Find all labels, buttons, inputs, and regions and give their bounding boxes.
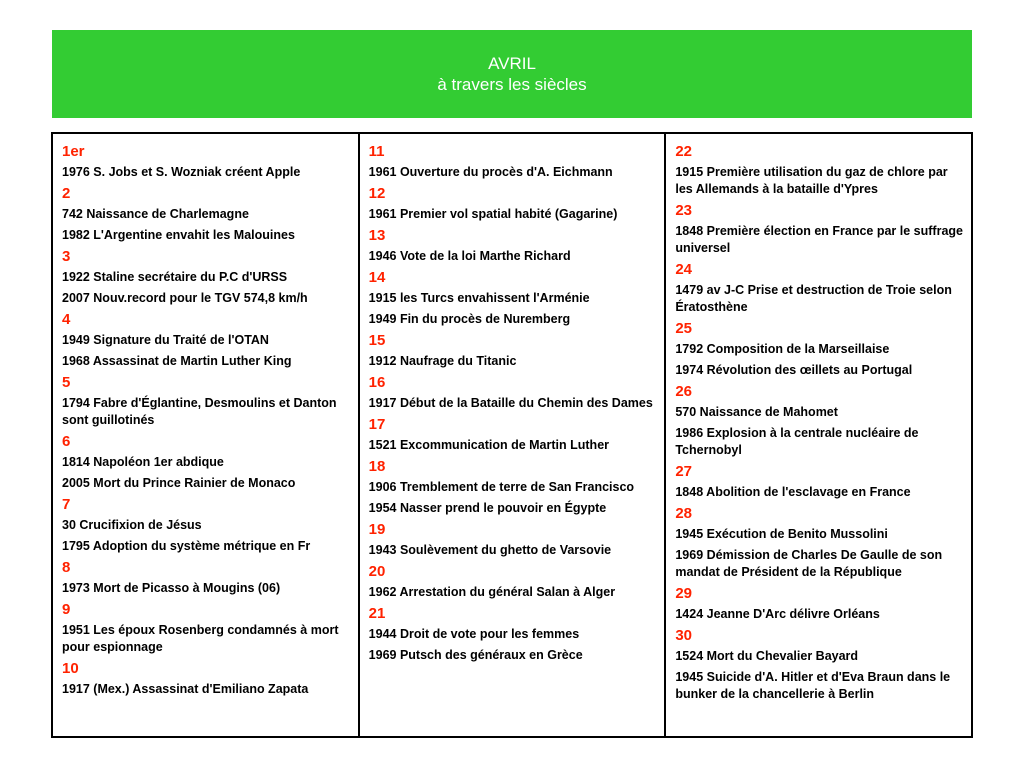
event-item: 1945 Suicide d'A. Hitler et d'Eva Braun dans le bunker de la chancellerie à Berlin (675, 670, 951, 701)
event-item: 1792 Composition de la Marseillaise (675, 342, 890, 356)
event-item: 1961 Premier vol spatial habité (Gagarine) (368, 207, 618, 221)
day-number: 7 (62, 496, 71, 513)
event-item: 1944 Droit de vote pour les femmes (368, 627, 580, 641)
day-number: 20 (368, 563, 386, 580)
page-subtitle: à travers les siècles (437, 75, 587, 94)
column-3 (664, 134, 971, 736)
event-item: 1906 Tremblement de terre de San Francisco (368, 480, 635, 494)
event-item: 2005 Mort du Prince Rainier de Monaco (62, 476, 296, 490)
event-item: 1962 Arrestation du général Salan à Alger (368, 585, 616, 599)
day-number: 23 (675, 202, 693, 219)
day-number: 15 (368, 332, 386, 349)
event-item: 30 Crucifixion de Jésus (62, 518, 202, 532)
event-item: 1915 Première utilisation du gaz de chlore par les Allemands à la bataille d'Ypres (675, 165, 948, 196)
day-number: 26 (675, 383, 693, 400)
event-item: 1814 Napoléon 1er abdique (62, 455, 224, 469)
event-item: 1968 Assassinat de Martin Luther King (62, 354, 292, 368)
event-item: 1917 Début de la Bataille du Chemin des Dames (368, 396, 653, 410)
event-item: 1915 les Turcs envahissent l'Arménie (368, 291, 590, 305)
event-item: 1949 Fin du procès de Nuremberg (368, 312, 571, 326)
event-item: 1922 Staline secrétaire du P.C d'URSS (62, 270, 288, 284)
day-number: 8 (62, 559, 71, 576)
day-number: 28 (675, 505, 693, 522)
day-number: 12 (368, 185, 386, 202)
column-1 (53, 134, 358, 736)
event-item: 1945 Exécution de Benito Mussolini (675, 527, 888, 541)
day-number: 5 (62, 374, 71, 391)
event-item: 1848 Première élection en France par le suffrage universel (675, 224, 963, 255)
event-item: 570 Naissance de Mahomet (675, 405, 838, 419)
event-item: 1917 (Mex.) Assassinat d'Emiliano Zapata (62, 682, 309, 696)
day-number: 18 (368, 458, 386, 475)
event-item: 1949 Signature du Traité de l'OTAN (62, 333, 269, 347)
day-number: 3 (62, 248, 71, 265)
event-item: 1976 S. Jobs et S. Wozniak créent Apple (62, 165, 301, 179)
event-item: 1943 Soulèvement du ghetto de Varsovie (368, 543, 612, 557)
event-item: 1986 Explosion à la centrale nucléaire de Tchernobyl (675, 426, 919, 457)
event-item: 1912 Naufrage du Titanic (368, 354, 517, 368)
day-number: 30 (675, 627, 693, 644)
event-item: 1961 Ouverture du procès d'A. Eichmann (368, 165, 613, 179)
event-item: 1973 Mort de Picasso à Mougins (06) (62, 581, 281, 595)
day-number: 27 (675, 463, 693, 480)
day-number: 29 (675, 585, 693, 602)
page-title: AVRIL (488, 54, 536, 73)
event-item: 1946 Vote de la loi Marthe Richard (368, 249, 571, 263)
column-2 (358, 134, 665, 736)
event-item: 1524 Mort du Chevalier Bayard (675, 649, 859, 663)
day-number: 9 (62, 601, 71, 618)
day-number: 13 (368, 227, 386, 244)
day-number: 17 (368, 416, 386, 433)
day-number: 4 (62, 311, 71, 328)
title-banner (52, 30, 972, 118)
event-item: 1795 Adoption du système métrique en Fr (62, 539, 311, 553)
event-item: 1951 Les époux Rosenberg condamnés à mort pour espionnage (62, 623, 339, 654)
event-item: 742 Naissance de Charlemagne (62, 207, 249, 221)
day-number: 19 (368, 521, 386, 538)
event-item: 2007 Nouv.record pour le TGV 574,8 km/h (62, 291, 308, 305)
day-number: 21 (368, 605, 386, 622)
event-item: 1479 av J-C Prise et destruction de Troie selon Ératosthène (675, 283, 952, 314)
day-number: 25 (675, 320, 693, 337)
event-item: 1982 L'Argentine envahit les Malouines (62, 228, 295, 242)
event-item: 1794 Fabre d'Églantine, Desmoulins et Danton sont guillotinés (62, 396, 337, 427)
calendar-table (51, 132, 973, 738)
day-number: 10 (62, 660, 79, 677)
event-item: 1848 Abolition de l'esclavage en France (675, 485, 911, 499)
day-number: 11 (368, 143, 385, 160)
event-item: 1969 Putsch des généraux en Grèce (368, 648, 583, 662)
day-number: 24 (675, 261, 693, 278)
event-item: 1424 Jeanne D'Arc délivre Orléans (675, 607, 880, 621)
event-item: 1521 Excommunication de Martin Luther (368, 438, 610, 452)
event-item: 1954 Nasser prend le pouvoir en Égypte (368, 501, 607, 515)
day-number: 6 (62, 433, 71, 450)
day-number: 1er (62, 143, 85, 160)
event-item: 1974 Révolution des œillets au Portugal (675, 363, 913, 377)
day-number: 16 (368, 374, 386, 391)
day-number: 14 (368, 269, 386, 286)
day-number: 22 (675, 143, 693, 160)
day-number: 2 (62, 185, 71, 202)
event-item: 1969 Démission de Charles De Gaulle de son mandat de Président de la République (675, 548, 943, 579)
